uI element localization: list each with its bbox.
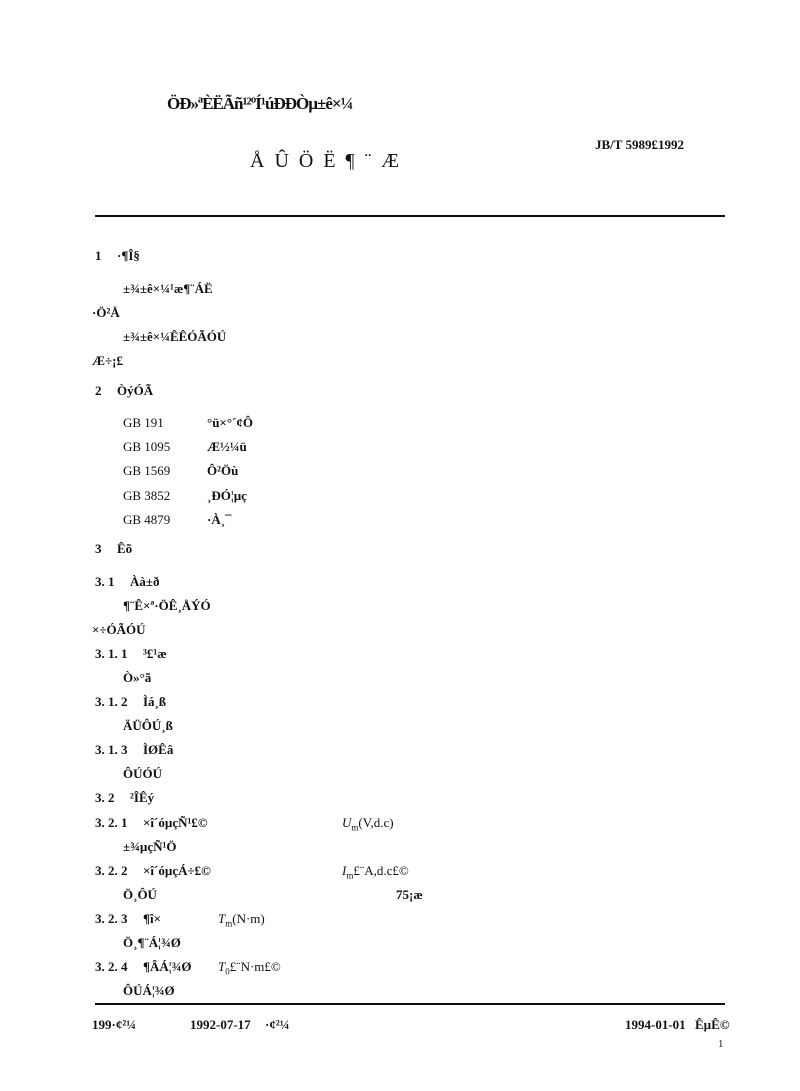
implementation-label: ÊµÊ© (695, 1017, 730, 1032)
section-2-title: ÒýÓÃ (117, 383, 154, 398)
ref-desc: °ü×°´¢Ô (207, 415, 253, 430)
section-3-1-number: 3. 1 (95, 574, 115, 589)
section-3-1-3-title: ÌØÊâ (143, 742, 174, 757)
section-3-2-2-title: ×î´óµçÁ÷£© (143, 863, 211, 878)
issue-label: ·¢²¼ (265, 1017, 290, 1032)
section-3-title: Êõ (117, 541, 133, 556)
section-3-2-1-number: 3. 2. 1 (95, 815, 128, 830)
section-3-1-3-line: ÔÚÓÚ (123, 766, 162, 781)
section-3-2-2-line: Ö¸ÔÚ (123, 887, 157, 902)
section-3-2-2-number: 3. 2. 2 (95, 863, 128, 878)
section-3-1-1-number: 3. 1. 1 (95, 646, 128, 661)
section-3-2-3-number: 3. 2. 3 (95, 911, 128, 926)
ref-code: GB 1095 (123, 439, 171, 454)
section-3-2-1-line: ±¾µçÑ¹Ö (123, 839, 177, 854)
section-3-1-1-title: ³£¹æ (143, 646, 167, 661)
ref-desc: ¸ÐÓ¦µç (207, 488, 247, 503)
section-3-number: 3 (95, 541, 102, 556)
temperature-value: 75¡æ (396, 887, 423, 902)
issue-date: 1992-07-17 (190, 1017, 251, 1032)
ref-code: GB 4879 (123, 512, 171, 527)
section-1-line-4: Æ÷¡£ (92, 353, 123, 368)
document-title: ÅÛÖË¶¨Æ (250, 150, 410, 172)
section-3-1-2-number: 3. 1. 2 (95, 694, 128, 709)
max-voltage-symbol: $U_m(V,d.c)$ (342, 815, 394, 833)
ref-code: GB 191 (123, 415, 164, 430)
ref-desc: ·À¸¯ (207, 512, 232, 527)
section-3-1-1-line: Ò»°ã (123, 670, 152, 685)
rated-torque-symbol: $T_m(N\cdot m)$ (218, 911, 265, 929)
implementation-date: 1994-01-01 (625, 1017, 686, 1032)
ref-desc: Æ½¼ü (207, 439, 247, 454)
section-3-2-title: ²ÎÊý (130, 790, 155, 805)
section-1-line-2: ·Ö²Å (92, 305, 120, 320)
section-3-1-line-2: ×÷ÓÃÓÚ (92, 622, 146, 637)
section-1-number: 1 (95, 248, 102, 263)
section-3-1-line-1: ¶¨Ê×ª·ÖÊ¸ÅÝÓ (123, 598, 211, 613)
section-3-1-title: Àà±ð (130, 574, 160, 589)
stall-torque-symbol: $T_0£¨N\cdot m£©$ (218, 959, 281, 977)
section-1-line-1: ±¾±ê×¼¹æ¶¨ÁË (123, 281, 213, 296)
section-3-2-4-title: ¶ÂÁ¦¾Ø (143, 959, 192, 974)
section-2-number: 2 (95, 383, 102, 398)
ref-code: GB 1569 (123, 463, 171, 478)
footer-issuer: 199·¢²¼ (92, 1017, 136, 1032)
section-3-1-3-number: 3. 1. 3 (95, 742, 128, 757)
ref-desc: Ô²Öù (207, 463, 239, 478)
section-1-title: ·¶Î§ (117, 248, 140, 263)
header-rule (95, 215, 725, 217)
footer-rule (95, 1003, 725, 1005)
section-3-2-number: 3. 2 (95, 790, 115, 805)
section-3-2-3-title: ¶î× (143, 911, 162, 926)
section-3-2-4-line: ÔÚÁ¦¾Ø (123, 983, 175, 998)
standard-code: JB/T 5989£1992 (595, 137, 684, 152)
garbled-standard-title: ÖÐ»ªÈËÃñ¹²ºÍ¹úÐÐÒµ±ê×¼ (167, 94, 353, 113)
ref-code: GB 3852 (123, 488, 171, 503)
section-3-2-4-number: 3. 2. 4 (95, 959, 128, 974)
max-current-symbol: $I_m£¨A,d.c£©$ (342, 863, 409, 881)
section-3-1-2-title: Ìá¸ß (143, 694, 167, 709)
section-1-line-3: ±¾±ê×¼ÊÊÓÃÓÚ (123, 329, 227, 344)
section-3-2-1-title: ×î´óµçÑ¹£© (143, 815, 208, 830)
section-3-1-2-line: ÄÜÔÚ¸ß (123, 718, 173, 733)
page-number: 1 (718, 1038, 724, 1050)
section-3-2-3-line: Ö¸¶¨Á¦¾Ø (123, 935, 181, 950)
